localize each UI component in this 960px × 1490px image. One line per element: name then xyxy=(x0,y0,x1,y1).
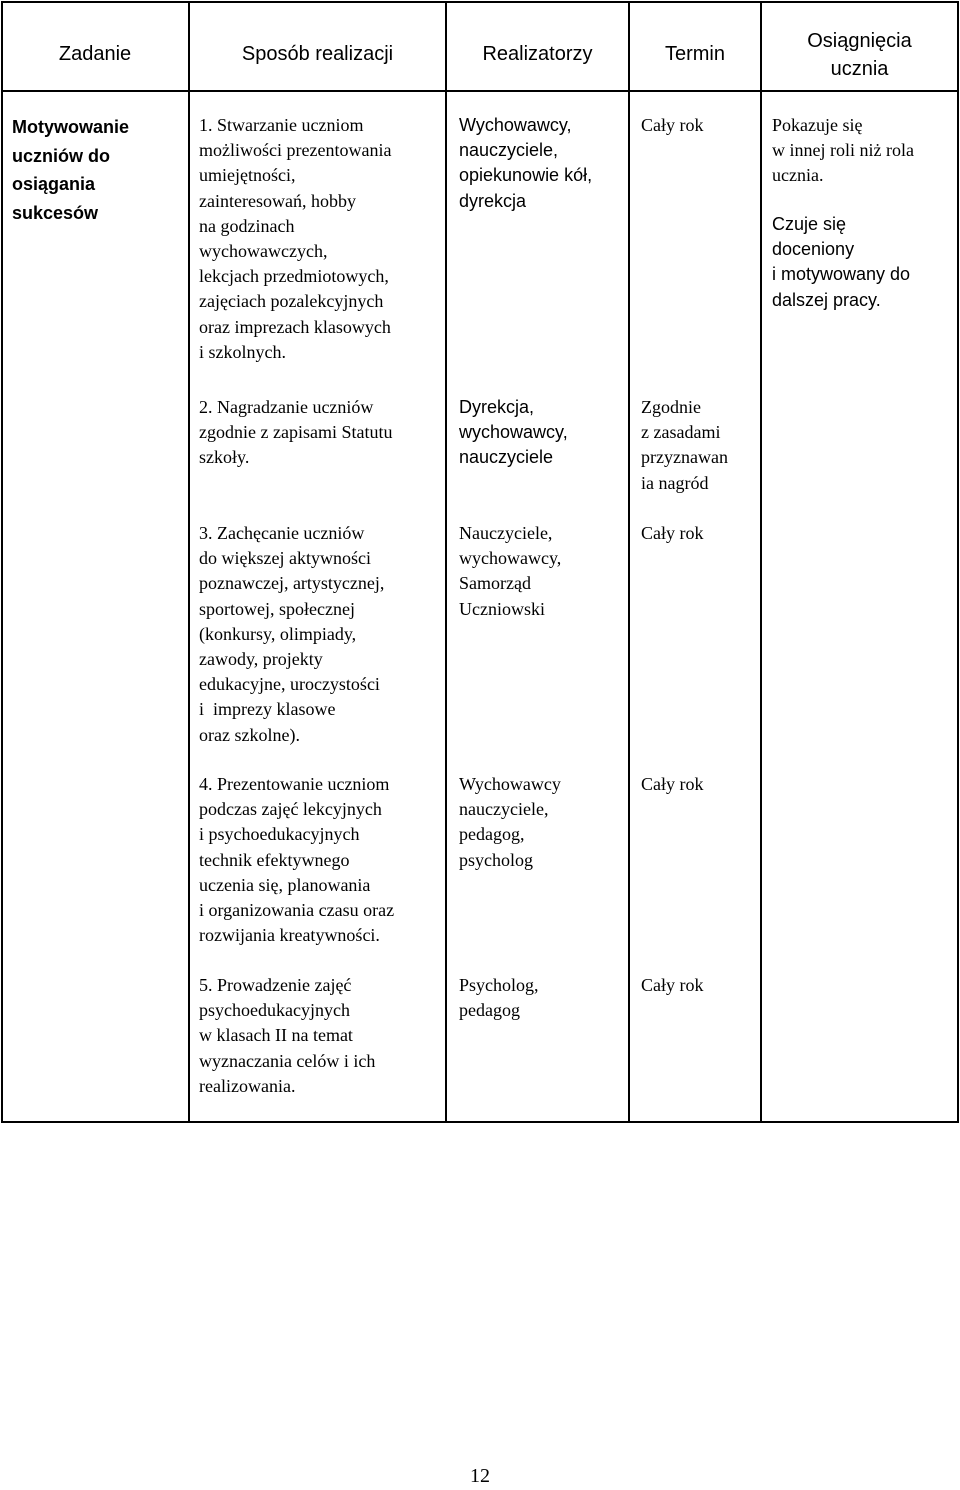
header-osiagniecia-ucznia: Osiągnięcia ucznia xyxy=(807,30,912,80)
header-termin: Termin xyxy=(664,43,725,65)
term-5: Cały rok xyxy=(641,975,704,995)
implementers-4: Wychowawcy nauczyciele, pedagog, psycholog xyxy=(459,774,561,870)
term-1: Cały rok xyxy=(641,115,704,135)
method-2: 2. Nagradzanie uczniów zgodnie z zapisami Statutu szkoły. xyxy=(199,397,393,468)
term-3: Cały rok xyxy=(641,523,704,543)
header-zadanie: Zadanie xyxy=(58,43,132,65)
method-1: 1. Stwarzanie uczniom możliwości prezentowania umiejętności, zainteresowań, hobby na godzinach wychowawczych, lekcjach przedmiotowych, zajęciach pozalekcyjnych oraz imprezach klasowych i szkolnych. xyxy=(199,115,392,362)
table-left-border xyxy=(1,1,3,1123)
achievement-2: Czuje się doceniony i motywowany do dalszej pracy. xyxy=(772,214,911,310)
method-4: 4. Prezentowanie uczniom podczas zajęć lekcyjnych i psychoedukacyjnych technik efektywnego uczenia się, planowania i organizowania czasu oraz rozwijania kreatywności. xyxy=(199,774,395,946)
column-divider-4 xyxy=(760,1,762,1123)
implementers-2: Dyrekcja, wychowawcy, nauczyciele xyxy=(459,397,568,468)
column-divider-3 xyxy=(628,1,630,1123)
implementers-3: Nauczyciele, wychowawcy, Samorząd Uczniowski xyxy=(459,523,562,619)
term-2: Zgodnie z zasadami przyznawan ia nagród xyxy=(641,397,728,493)
table-right-border xyxy=(957,1,959,1123)
column-divider-2 xyxy=(445,1,447,1123)
implementers-1: Wychowawcy, nauczyciele, opiekunowie kół, dyrekcja xyxy=(459,115,593,211)
task-title: Motywowanie uczniów do osiągania sukcesów xyxy=(12,117,130,223)
table-top-border xyxy=(1,1,959,3)
page-number: 12 xyxy=(470,1465,490,1487)
term-4: Cały rok xyxy=(641,774,704,794)
method-3: 3. Zachęcanie uczniów do większej aktywności poznawczej, artystycznej, sportowej, społecznej (konkursy, olimpiady, zawody, projekty edukacyjne, uroczystości i imprezy klasowe oraz szkolne). xyxy=(199,523,385,745)
header-realizatorzy: Realizatorzy xyxy=(482,43,593,65)
table-bottom-border xyxy=(1,1121,959,1123)
method-5: 5. Prowadzenie zajęć psychoedukacyjnych w klasach II na temat wyznaczania celów i ich realizowania. xyxy=(199,975,376,1096)
achievement-1: Pokazuje się w innej roli niż rola ucznia. xyxy=(772,115,914,186)
header-bottom-border xyxy=(1,90,959,92)
implementers-5: Psycholog, pedagog xyxy=(459,975,539,1021)
column-divider-1 xyxy=(188,1,190,1123)
header-sposob-realizacji: Sposób realizacji xyxy=(241,43,394,65)
